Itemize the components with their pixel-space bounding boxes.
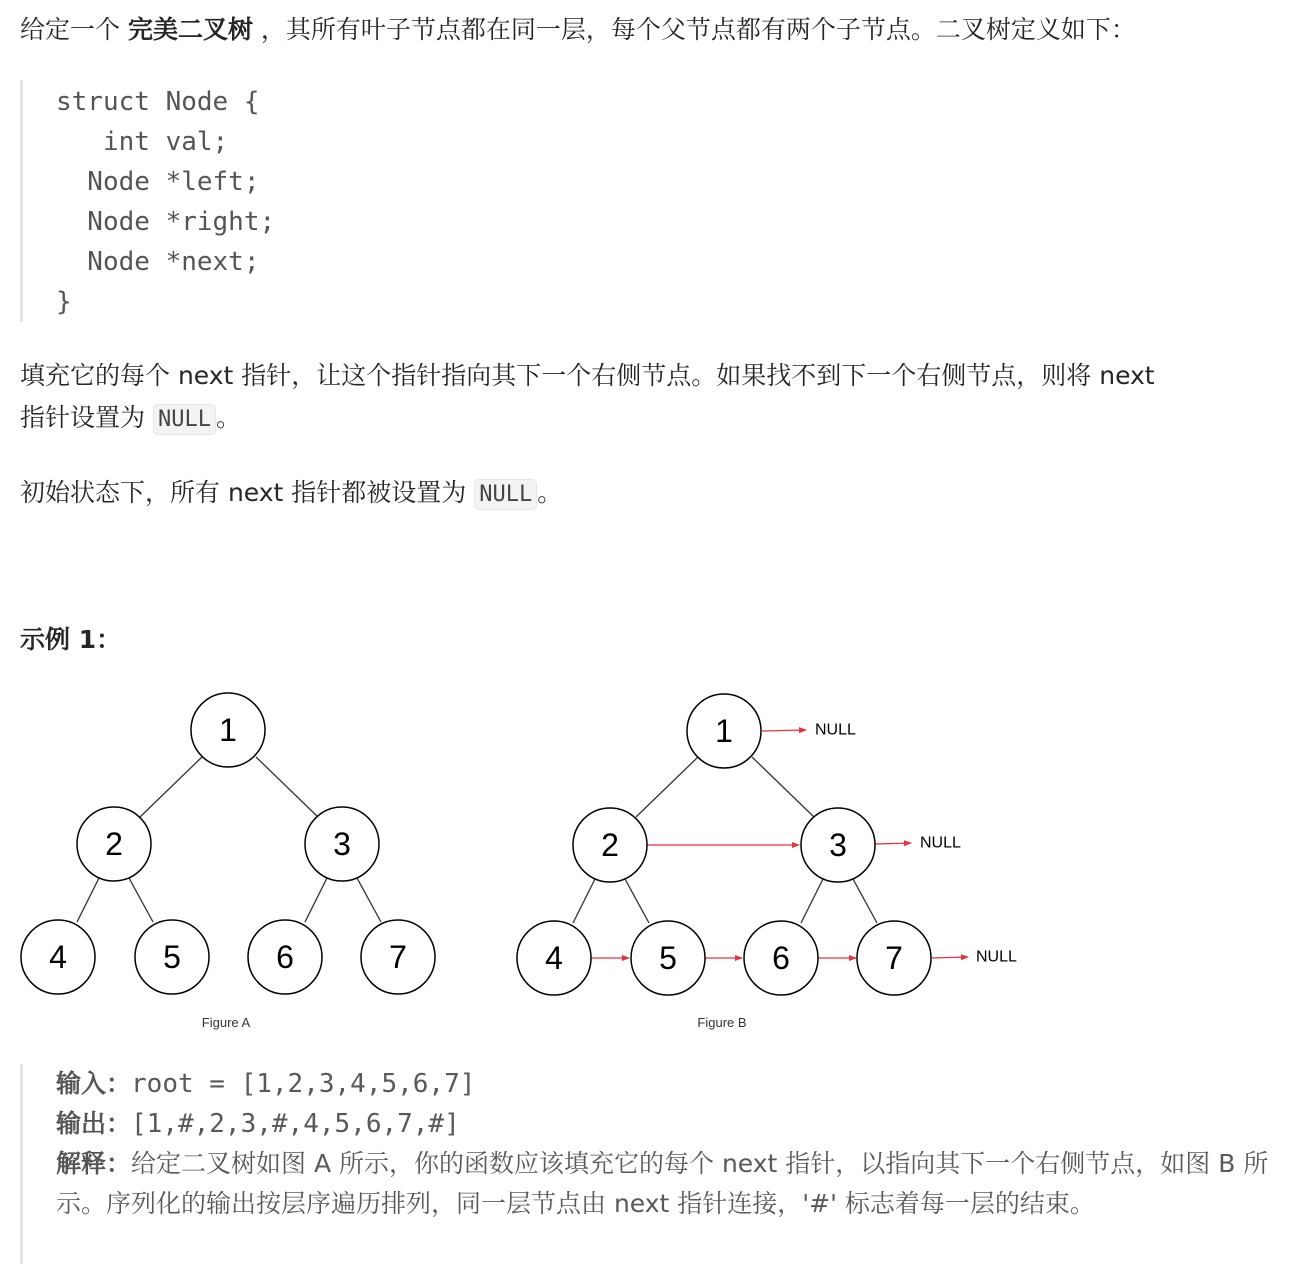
tree-node (687, 694, 761, 768)
next-pointer-arrow (762, 730, 806, 731)
code-line: int val; (71, 127, 229, 157)
init-paragraph (20, 473, 562, 515)
null-inline-code: NULL (474, 479, 537, 510)
node-label: 1 (715, 713, 733, 749)
explain-text: 给定二叉树如图 A 所示，你的函数应该填充它的每个 next 指针，以指向其下一个右侧节点，如图 B 所示。序列化的输出按层序遍历排列，同一层节点由 next 指针连接，'#' 标志着每一层的结束。 (56, 1149, 1269, 1218)
output-label: 输出： (56, 1109, 132, 1138)
tree-edge (256, 757, 318, 817)
node-label: 5 (659, 940, 677, 976)
code-line: Node *right; (56, 207, 276, 237)
tree-node (801, 808, 875, 882)
null-label: NULL (920, 834, 961, 852)
input-value: root = [1,2,3,4,5,6,7] (131, 1069, 476, 1099)
tree-node (21, 920, 95, 994)
tree-edge (140, 757, 202, 817)
figure-a-caption: Figure A (201, 1015, 251, 1030)
figure-b (517, 694, 1017, 1030)
tree-node (77, 807, 151, 881)
code-lines (56, 80, 275, 322)
tree-node (191, 693, 265, 767)
code-line: struct Node { (56, 87, 260, 117)
tree-edge (853, 879, 877, 923)
node-label: 4 (545, 940, 563, 976)
perfect-binary-tree-term: 完美二叉树 (127, 15, 253, 44)
init-text-before: 初始状态下，所有 next 指针都被设置为 (20, 478, 475, 507)
intro-text-after: ，其所有叶子节点都在同一层，每个父节点都有两个子节点。二叉树定义如下： (252, 15, 1136, 44)
tree-node (744, 921, 818, 995)
example-input-line (56, 1064, 1301, 1104)
fill-paragraph-line1 (20, 356, 1155, 396)
node-label: 3 (333, 826, 351, 862)
tree-edge (77, 878, 99, 922)
tree-node (573, 808, 647, 882)
figure-a (21, 693, 435, 1030)
next-pointer-arrow (875, 843, 911, 844)
next-pointer-arrow (932, 957, 968, 958)
null-label: NULL (976, 948, 1017, 966)
node-label: 2 (105, 826, 123, 862)
tree-edge (357, 878, 381, 922)
node-label: 4 (49, 939, 67, 975)
init-text-after: 。 (537, 478, 563, 507)
node-label: 3 (829, 827, 847, 863)
null-label: NULL (815, 721, 856, 739)
tree-edge (129, 878, 153, 922)
tree-node (135, 920, 209, 994)
tree-node (305, 807, 379, 881)
fill-text-line1: 填充它的每个 next 指针，让这个指针指向其下一个右侧节点。如果找不到下一个右侧节点，则将 next (20, 361, 1155, 390)
explain-label: 解释： (56, 1149, 132, 1178)
tree-node (361, 920, 435, 994)
node-label: 2 (601, 827, 619, 863)
tree-edge (801, 879, 823, 923)
intro-text-before: 给定一个 (20, 15, 128, 44)
code-line: Node *next; (56, 247, 260, 277)
example-block (20, 1064, 1301, 1264)
fill-text-before: 指针设置为 (20, 403, 153, 432)
null-inline-code: NULL (153, 404, 216, 435)
output-value: [1,#,2,3,#,4,5,6,7,#] (131, 1109, 460, 1139)
node-label: 6 (772, 940, 790, 976)
tree-node (517, 921, 591, 995)
node-struct-code-block (20, 80, 275, 322)
tree-node (857, 921, 931, 995)
node-label: 7 (885, 940, 903, 976)
tree-edge (625, 879, 649, 923)
input-label: 输入： (56, 1069, 132, 1098)
node-label: 7 (389, 939, 407, 975)
code-line: } (56, 287, 72, 317)
example-heading: 示例 1： (20, 625, 122, 654)
node-label: 6 (276, 939, 294, 975)
tree-edge (636, 757, 698, 817)
example-output-line (56, 1104, 1301, 1144)
tree-figures (0, 680, 1315, 1040)
intro-paragraph (20, 10, 1136, 50)
code-line: Node *left; (56, 167, 260, 197)
fill-paragraph-line2 (20, 398, 241, 440)
figure-b-caption: Figure B (697, 1015, 747, 1030)
node-label: 5 (163, 939, 181, 975)
fill-text-after: 。 (215, 403, 241, 432)
tree-edge (305, 878, 327, 922)
tree-node (248, 920, 322, 994)
example-explain-line (56, 1144, 1301, 1224)
tree-node (631, 921, 705, 995)
tree-edge (573, 879, 595, 923)
tree-edge (752, 757, 814, 817)
node-label: 1 (219, 712, 237, 748)
